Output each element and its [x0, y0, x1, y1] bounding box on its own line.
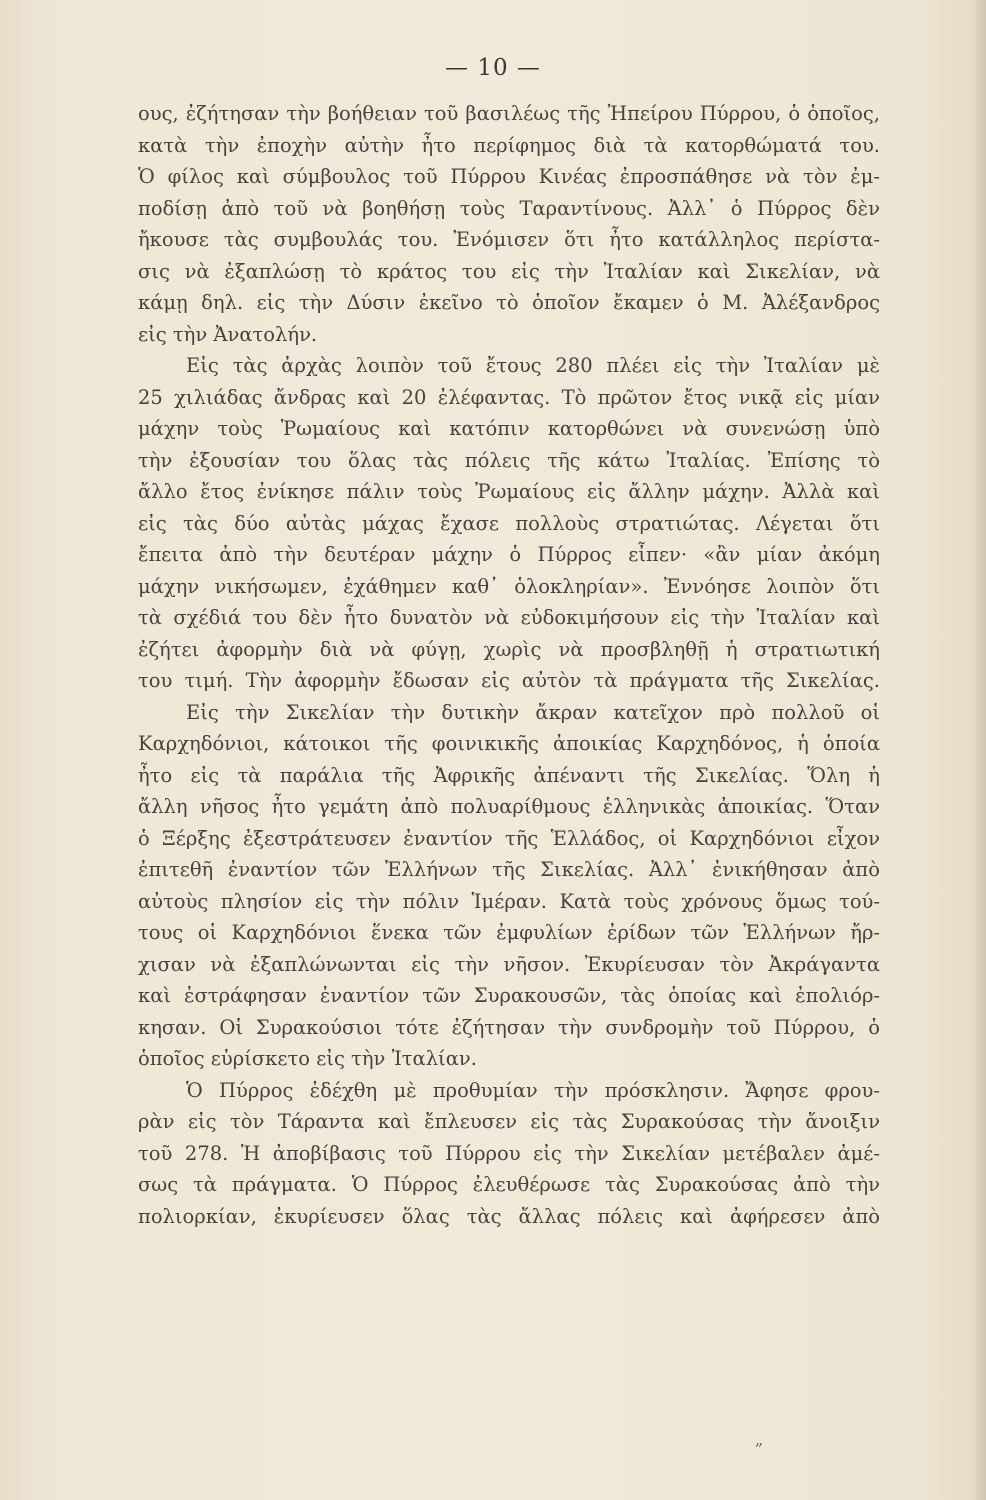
text-line: καὶ ἐστράφησαν ἐναντίον τῶν Συρακουσῶν, τὰς ὁποίας καὶ ἐπολιόρ-	[138, 984, 880, 1007]
text-line: ἄλλο ἔτος ἐνίκησε πάλιν τοὺς Ῥωμαίους εἰς ἄλλην μάχην. Ἀλλὰ καὶ	[138, 480, 880, 503]
text-line: ἦτο εἰς τὰ παράλια τῆς Ἀφρικῆς ἀπέναντι τῆς Σικελίας. Ὅλη ἡ	[138, 763, 880, 787]
text-line: ἤκουσε τὰς συμβουλάς του. Ἐνόμισεν ὅτι ἦτο κατάλληλος περίστα-	[138, 228, 880, 251]
text-line: Εἰς τὰς ἀρχὰς λοιπὸν τοῦ ἔτους 280 πλέει εἰς τὴν Ἰταλίαν μὲ	[186, 354, 880, 377]
text-line: αὐτοὺς πλησίον εἰς τὴν πόλιν Ἱμέραν. Κατὰ τοὺς χρόνους ὅμως τού-	[138, 889, 880, 913]
text-line: εἰς τὰς δύο αὐτὰς μάχας ἔχασε πολλοὺς στρατιώτας. Λέγεται ὅτι	[138, 511, 880, 535]
text-line: ρὰν εἰς τὸν Τάραντα καὶ ἔπλευσεν εἰς τὰς Συρακούσας τὴν ἄνοιξιν	[138, 1110, 880, 1133]
text-line: μάχην τοὺς Ῥωμαίους καὶ κατόπιν κατορθώνει νὰ συνενώσῃ ὑπὸ	[138, 417, 880, 440]
text-line: ἔπειτα ἀπὸ τὴν δευτέραν μάχην ὁ Πύρρος εἶπεν· «ἂν μίαν ἀκόμη	[138, 543, 880, 566]
text-line: κατὰ τὴν ἐποχὴν αὐτὴν ἦτο περίφημος διὰ τὰ κατορθώματά του.	[138, 133, 880, 157]
text-line: Καρχηδόνιοι, κάτοικοι τῆς φοινικικῆς ἀποικίας Καρχηδόνος, ἡ ὁποία	[138, 732, 880, 755]
text-line: ἄλλη νῆσος ἦτο γεμάτη ἀπὸ πολυαρίθμους ἑλληνικὰς ἀποικίας. Ὅταν	[138, 795, 880, 818]
page-edge-shadow	[972, 0, 986, 1500]
text-line: τὰ σχέδιά του δὲν ἦτο δυνατὸν νὰ εὐδοκιμήσουν εἰς τὴν Ἰταλίαν καὶ	[138, 606, 880, 629]
body-text	[138, 98, 880, 1232]
text-line: μάχην νικήσωμεν, ἐχάθημεν καθ᾽ ὁλοκληρίαν». Ἐννόησε λοιπὸν ὅτι	[138, 574, 880, 598]
text-line: κάμῃ δηλ. εἰς τὴν Δύσιν ἐκεῖνο τὸ ὁποῖον ἔκαμεν ὁ Μ. Ἀλέξανδρος	[138, 291, 880, 314]
text-line: εἰς τὴν Ἀνατολήν.	[138, 322, 318, 346]
text-line: σως τὰ πράγματα. Ὁ Πύρρος ἐλευθέρωσε τὰς Συρακούσας ἀπὸ τὴν	[138, 1173, 880, 1196]
text-line: ὁποῖος εὑρίσκετο εἰς τὴν Ἰταλίαν.	[138, 1047, 477, 1070]
text-line: κησαν. Οἱ Συρακούσιοι τότε ἐζήτησαν τὴν συνδρομὴν τοῦ Πύρρου, ὁ	[138, 1015, 880, 1039]
text-line: Ὁ Πύρρος ἐδέχθη μὲ προθυμίαν τὴν πρόσκλησιν. Ἄφησε φρου-	[186, 1078, 880, 1102]
text-line: Εἰς τὴν Σικελίαν τὴν δυτικὴν ἄκραν κατεῖχον πρὸ πολλοῦ οἱ	[186, 700, 880, 724]
text-line: ποδίσῃ ἀπὸ τοῦ νὰ βοηθήσῃ τοὺς Ταραντίνους. Ἀλλ᾽ ὁ Πύρρος δὲν	[138, 196, 880, 220]
text-line: τοῦ 278. Ἡ ἀποβίβασις τοῦ Πύρρου εἰς τὴν Σικελίαν μετέβαλεν ἀμέ-	[138, 1141, 880, 1165]
text-line: χισαν νὰ ἐξαπλώνωνται εἰς τὴν νῆσον. Ἐκυρίευσαν τὸν Ἀκράγαντα	[138, 952, 880, 976]
text-line: του τιμή. Τὴν ἀφορμὴν ἔδωσαν εἰς αὐτὸν τὰ πράγματα τῆς Σικελίας.	[138, 669, 880, 692]
text-line: Ὁ φίλος καὶ σύμβουλος τοῦ Πύρρου Κινέας ἐπροσπάθησε νὰ τὸν ἐμ-	[138, 165, 880, 188]
text-line: τους οἱ Καρχηδόνιοι ἕνεκα τῶν ἐμφυλίων ἐρίδων τῶν Ἑλλήνων ἤρ-	[138, 921, 880, 944]
text-line: ἐζήτει ἀφορμὴν διὰ νὰ φύγῃ, χωρὶς νὰ προσβληθῇ ἡ στρατιωτική	[138, 637, 880, 661]
text-line: 25 χιλιάδας ἄνδρας καὶ 20 ἐλέφαντας. Τὸ πρῶτον ἔτος νικᾷ εἰς μίαν	[138, 385, 880, 409]
text-line: ους, ἐζήτησαν τὴν βοήθειαν τοῦ βασιλέως τῆς Ἠπείρου Πύρρου, ὁ ὁποῖος,	[138, 102, 880, 125]
text-line: ὁ Ξέρξης ἐξεστράτευσεν ἐναντίον τῆς Ἑλλάδος, οἱ Καρχηδόνιοι εἶχον	[138, 826, 880, 850]
text-line: σις νὰ ἐξαπλώσῃ τὸ κράτος του εἰς τὴν Ἰταλίαν καὶ Σικελίαν, νὰ	[138, 259, 880, 283]
text-line: τὴν ἐξουσίαν του ὅλας τὰς πόλεις τῆς κάτω Ἰταλίας. Ἐπίσης τὸ	[138, 448, 880, 472]
page-number: — 10 —	[445, 55, 541, 81]
ink-mark: „	[755, 1430, 764, 1449]
text-line: ἐπιτεθῆ ἐναντίον τῶν Ἑλλήνων τῆς Σικελίας. Ἀλλ᾽ ἐνικήθησαν ἀπὸ	[138, 858, 880, 881]
text-line: πολιορκίαν, ἐκυρίευσεν ὅλας τὰς ἄλλας πόλεις καὶ ἀφήρεσεν ἀπὸ	[138, 1204, 880, 1228]
